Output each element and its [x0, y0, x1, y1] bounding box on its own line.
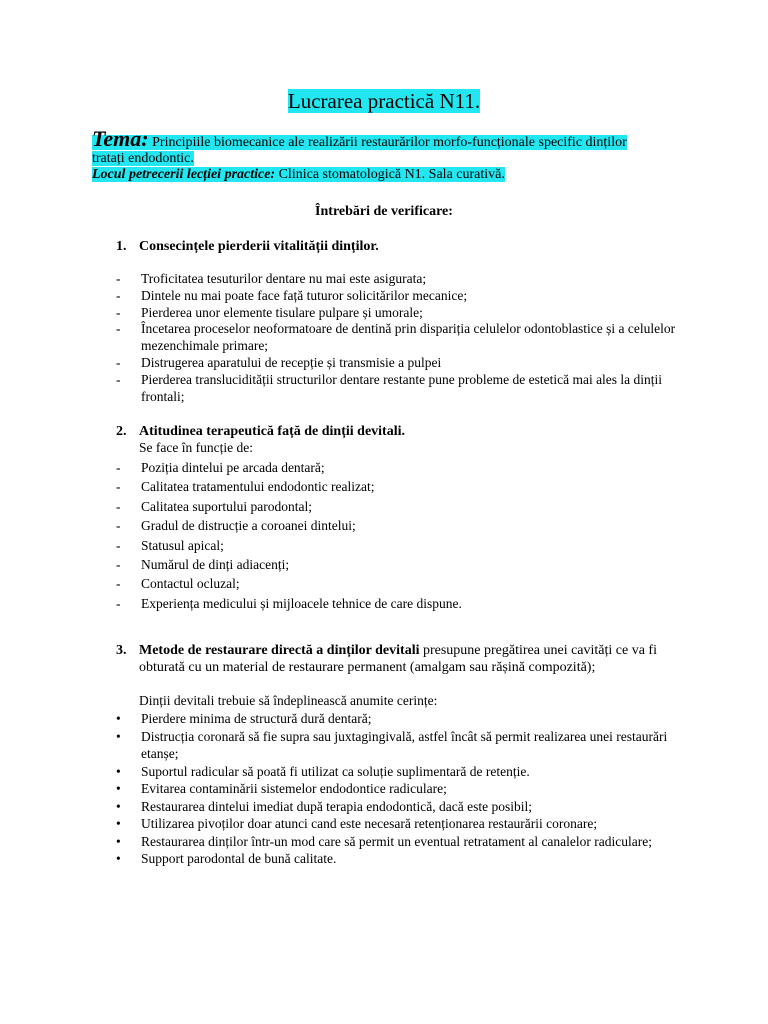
tema-label: Tema:	[92, 126, 149, 151]
list-item: • Pierdere minima de structură dură dentară;	[116, 711, 372, 726]
list-item: - Experiența medicului și mijloacele tehnice de care dispune.	[116, 595, 462, 611]
section3-intro: Dinții devitali trebuie să îndeplinească anumite cerințe:	[139, 693, 438, 708]
locul-text: Clinica stomatologică N1. Sala curativă.	[275, 167, 505, 182]
section1-list	[116, 271, 676, 405]
list-item: - Poziția dintelui pe arcada dentară;	[116, 460, 325, 475]
section3-title-rest: presupune pregătirea unei cavități ce va fi obturată cu un material de restaurare permanent (amalgam sau rășină compozită);	[139, 643, 657, 675]
tema-block	[92, 128, 652, 183]
list-item: - Gradul de distrucție a coroanei dintelui;	[116, 518, 356, 534]
section2-intro: Se face în funcție de:	[139, 440, 253, 455]
list-item: - Pierderea translucidității structurilor dentare restante pune probleme de estetică mai ales la dinții frontali;	[116, 371, 663, 404]
section3-list	[116, 710, 676, 868]
list-item: - Dintele nu mai poate face față tuturor solicitărilor mecanice;	[116, 287, 468, 303]
document-title	[0, 88, 768, 114]
section2-list	[116, 458, 676, 613]
locul-label: Locul petrecerii lecției practice:	[92, 167, 276, 182]
list-item: • Support parodontal de bună calitate.	[116, 851, 337, 866]
section3-number: 3.	[116, 643, 127, 658]
document-title-text: Lucrarea practică N11.	[287, 89, 481, 113]
list-item: - Pierderea unor elemente tisulare pulpare și umorale;	[116, 304, 423, 320]
list-item: • Suportul radicular să poată fi utilizat ca soluție suplimentară de retenție.	[116, 763, 530, 779]
list-item: • Evitarea contaminării sistemelor endodontice radiculare;	[116, 781, 447, 796]
section2-number: 2.	[116, 424, 127, 439]
list-item: - Calitatea suportului parodontal;	[116, 498, 312, 514]
section2-title: Atitudinea terapeutică față de dinții devitali.	[139, 424, 405, 439]
list-item: • Utilizarea pivoților doar atunci cand este necesară retenționarea restaurării coronare;	[116, 816, 598, 831]
questions-heading: Întrebări de verificare:	[315, 204, 453, 219]
list-item: - Calitatea tratamentului endodontic realizat;	[116, 479, 375, 495]
list-item: - Numărul de dinți adiacenți;	[116, 557, 290, 573]
list-item: - Troficitatea tesuturilor dentare nu mai este asigurata;	[116, 271, 427, 286]
list-item: - Distrugerea aparatului de recepție și transmisie a pulpei	[116, 354, 442, 370]
locul-paragraph	[92, 167, 652, 183]
list-item: • Restaurarea dintelui imediat după terapia endodontică, dacă este posibil;	[116, 798, 532, 814]
section1-title: Consecințele pierderii vitalității dinților.	[139, 239, 379, 254]
list-item: - Statusul apical;	[116, 537, 224, 553]
list-item: - Încetarea proceselor neoformatoare de dentină prin dispariția celulelor odontoblastice și a celulelor mezenchimale primare;	[116, 321, 676, 354]
list-item: • Distrucția coronară să fie supra sau juxtagingivală, astfel încât să permit realizarea unei restaurări etanșe;	[116, 728, 668, 761]
list-item: - Contactul ocluzal;	[116, 576, 240, 592]
tema-paragraph	[92, 128, 652, 167]
section3-title: Metode de restaurare directă a dinților devitali	[139, 643, 420, 658]
tema-text: Principiile biomecanice ale realizării restaurărilor morfo-funcționale specific dinților tratați endodontic.	[92, 135, 627, 166]
section1-number: 1.	[116, 239, 127, 254]
list-item: • Restaurarea dinților într-un mod care să permit un eventual retratament al canalelor radiculare;	[116, 833, 652, 849]
